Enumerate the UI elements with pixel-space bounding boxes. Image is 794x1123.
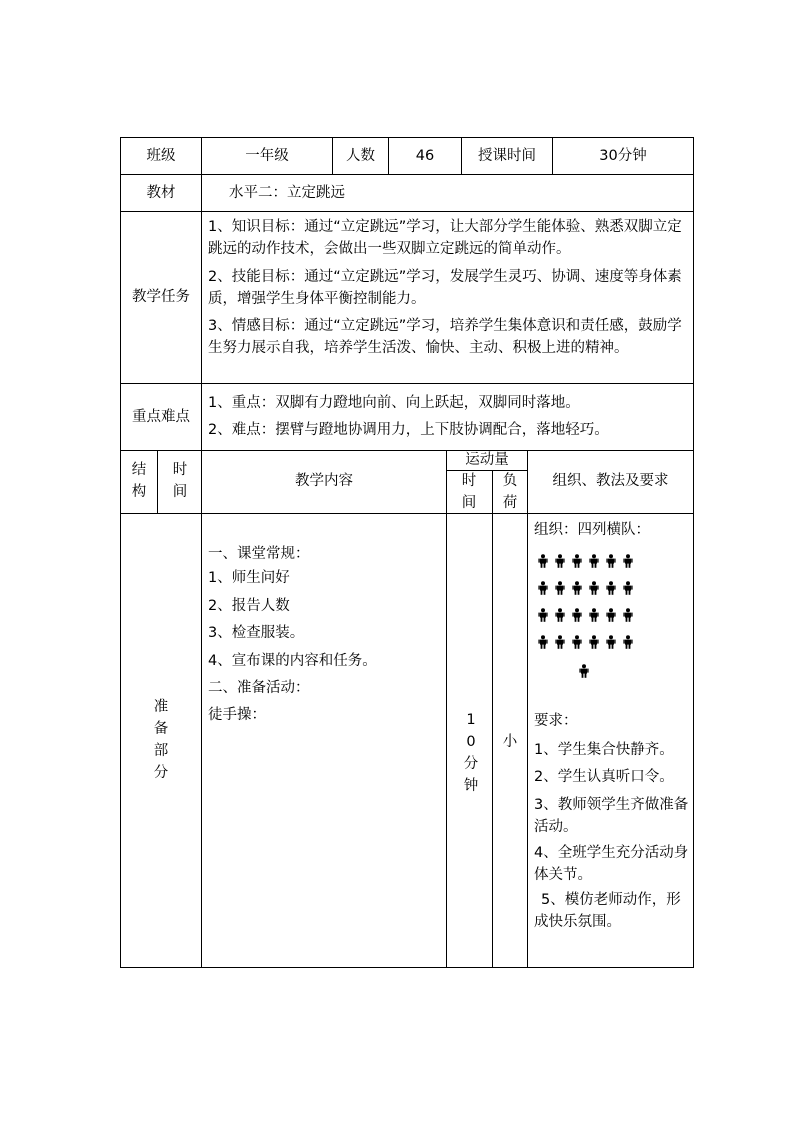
time-value: 30分钟 <box>599 148 647 164</box>
time-label: 授课时间 <box>478 148 536 164</box>
person-icon <box>555 554 565 568</box>
requirement-item: 1、学生集合快静齐。 <box>534 742 674 758</box>
keypoint-item: 2、难点：摆臂与蹬地协调用力，上下肢协调配合，落地轻巧。 <box>208 422 609 438</box>
person-icon <box>623 554 633 568</box>
prep-section-label: 准 备 部 分 <box>153 699 169 781</box>
person-icon <box>572 635 582 649</box>
org-title: 组织：四列横队： <box>534 522 650 538</box>
content-line: 一、课堂常规： <box>208 546 310 562</box>
material-value: 水平二：立定跳远 <box>229 185 345 201</box>
person-icon <box>589 608 599 622</box>
person-icon <box>572 554 582 568</box>
keypoint-item: 1、重点：双脚有力蹬地向前、向上跃起，双脚同时落地。 <box>208 395 580 411</box>
person-icon <box>572 608 582 622</box>
person-icon <box>606 608 616 622</box>
prep-load: 小 <box>502 734 518 750</box>
person-icon <box>538 581 548 595</box>
task-item: 3、情感目标：通过“立定跳远”学习，培养学生集体意识和责任感，鼓励学生努力展示自我，培养学生活泼、愉快、主动、积极上进的精神。 <box>208 318 682 356</box>
person-icon <box>538 554 548 568</box>
prep-duration: 1 0 分 钟 <box>463 712 479 794</box>
person-icon <box>606 581 616 595</box>
person-icon <box>538 608 548 622</box>
task-item: 1、知识目标：通过“立定跳远”学习，让大部分学生能体验、熟悉双脚立定跳远的动作技术，会做出一些双脚立定跳远的简单动作。 <box>208 219 682 257</box>
content-line: 二、准备活动： <box>208 680 310 696</box>
content-line: 3、检查服装。 <box>208 625 305 641</box>
person-icon <box>538 635 548 649</box>
requirement-item: 4、全班学生充分活动身体关节。 <box>534 845 689 883</box>
tasks-label: 教学任务 <box>132 289 190 305</box>
person-icon <box>579 664 589 678</box>
col-exercise: 运动量 <box>465 452 509 468</box>
person-icon <box>589 554 599 568</box>
requirement-item: 3、教师领学生齐做准备活动。 <box>534 797 689 835</box>
person-icon <box>623 608 633 622</box>
class-value: 一年级 <box>245 148 289 164</box>
keypoints-label: 重点难点 <box>132 409 190 425</box>
formation-row <box>538 577 640 593</box>
class-label: 班级 <box>146 148 176 164</box>
count-label: 人数 <box>346 148 375 164</box>
formation-row <box>538 631 640 647</box>
col-time: 时 间 <box>172 462 188 500</box>
material-label: 教材 <box>146 185 176 201</box>
requirement-item: 5、模仿老师动作，形成快乐氛围。 <box>534 892 681 930</box>
person-icon <box>589 635 599 649</box>
person-icon <box>589 581 599 595</box>
col-ex-time: 时 间 <box>461 473 477 511</box>
formation-row <box>579 660 596 676</box>
req-title: 要求： <box>534 713 578 729</box>
content-line: 4、宣布课的内容和任务。 <box>208 653 377 669</box>
count-value: 46 <box>415 148 435 164</box>
col-ex-load: 负 荷 <box>502 473 518 511</box>
task-item: 2、技能目标：通过“立定跳远”学习，发展学生灵巧、协调、速度等身体素质，增强学生身体平衡控制能力。 <box>208 269 682 307</box>
person-icon <box>623 581 633 595</box>
col-content: 教学内容 <box>295 473 353 489</box>
person-icon <box>606 554 616 568</box>
person-icon <box>623 635 633 649</box>
content-line: 徒手操： <box>208 707 266 723</box>
person-icon <box>555 608 565 622</box>
content-line: 1、师生问好 <box>208 570 290 586</box>
col-structure: 结 构 <box>131 462 147 500</box>
content-line: 2、报告人数 <box>208 598 290 614</box>
formation-row <box>538 604 640 620</box>
person-icon <box>555 581 565 595</box>
person-icon <box>572 581 582 595</box>
person-icon <box>606 635 616 649</box>
col-method: 组织、教法及要求 <box>552 473 669 489</box>
requirement-item: 2、学生认真听口令。 <box>534 769 674 785</box>
formation-row <box>538 550 640 566</box>
person-icon <box>555 635 565 649</box>
